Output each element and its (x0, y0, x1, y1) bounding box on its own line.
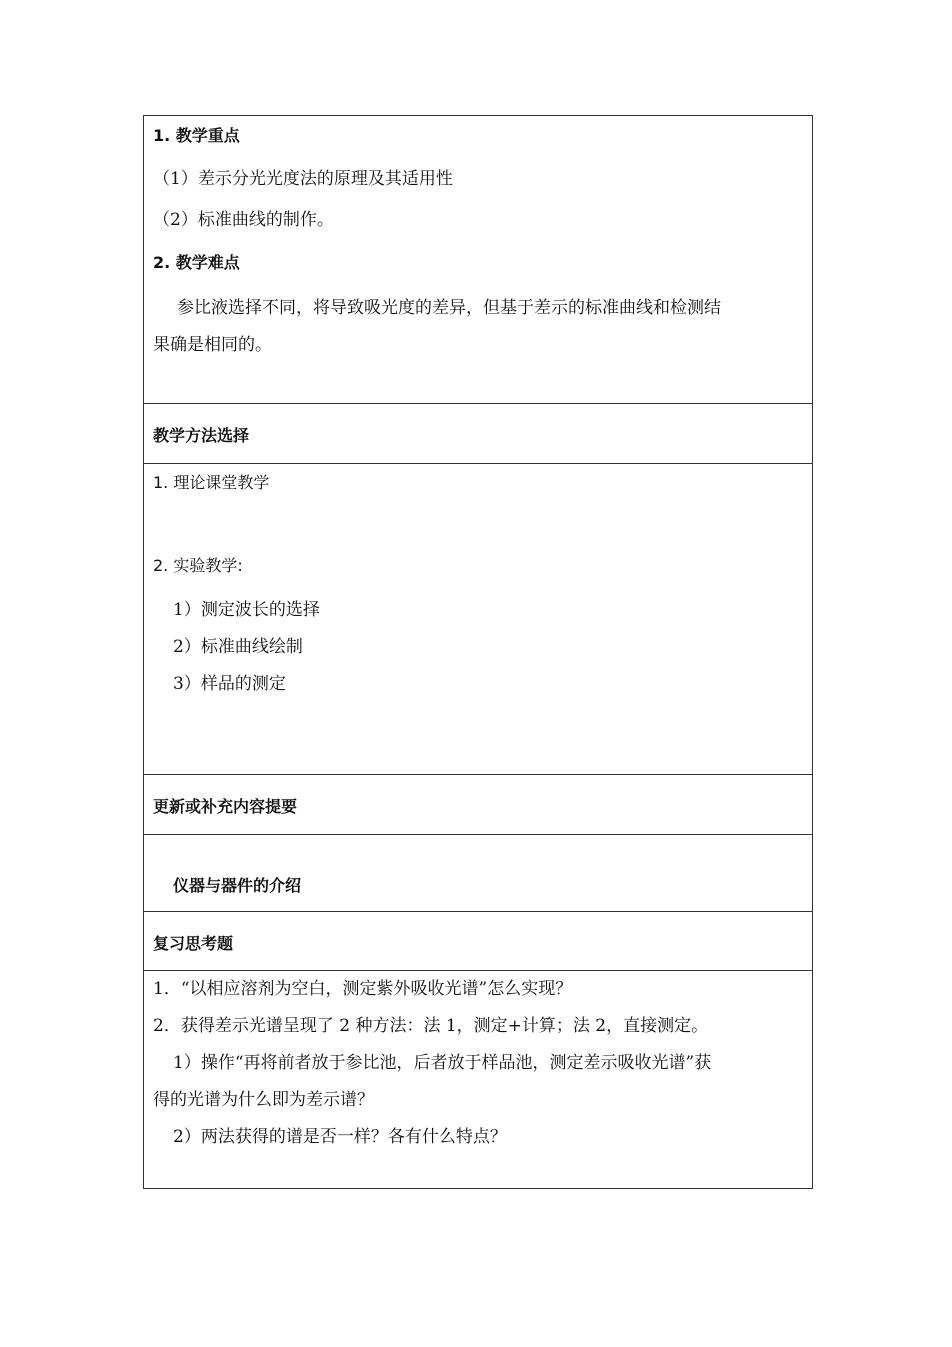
focus-item-1: （1）差示分光光度法的原理及其适用性 (153, 169, 453, 189)
review-header: 复习思考题 (153, 934, 234, 953)
difficulty-heading: 2. 教学难点 (153, 253, 240, 272)
method-item-2: 2. 实验教学: (153, 556, 243, 575)
lesson-plan-table (143, 115, 813, 1189)
method-header-row (144, 404, 812, 464)
update-content: 仪器与器件的介绍 (173, 876, 302, 895)
difficulty-text-line-2: 果确是相同的。 (153, 335, 272, 355)
review-sub-2: 2）两法获得的谱是否一样？各有什么特点？ (173, 1127, 507, 1147)
review-sub-1-line-1: 1）操作“再将前者放于参比池，后者放于样品池，测定差示吸收光谱”获 (173, 1053, 712, 1073)
focus-item-2: （2）标准曲线的制作。 (153, 210, 334, 230)
update-content-section (144, 835, 812, 912)
review-question-1: 1．“以相应溶剂为空白，测定紫外吸收光谱”怎么实现？ (153, 979, 573, 999)
method-item-1: 1. 理论课堂教学 (153, 473, 270, 492)
review-section (144, 971, 812, 1189)
update-header: 更新或补充内容提要 (153, 797, 298, 816)
method-header: 教学方法选择 (153, 426, 250, 445)
method-sub-3: 3）样品的测定 (173, 674, 286, 694)
focus-heading: 1. 教学重点 (153, 126, 240, 145)
method-sub-1: 1）测定波长的选择 (173, 600, 320, 620)
focus-section (144, 116, 812, 404)
review-sub-1-line-2: 得的光谱为什么即为差示谱？ (153, 1090, 374, 1110)
difficulty-text-line-1: 参比液选择不同，将导致吸光度的差异，但基于差示的标准曲线和检测结 (177, 298, 721, 318)
methods-section (144, 464, 812, 775)
review-header-row (144, 912, 812, 971)
update-header-row (144, 775, 812, 835)
method-sub-2: 2）标准曲线绘制 (173, 637, 303, 657)
review-question-2: 2．获得差示光谱呈现了 2 种方法：法 1，测定+计算；法 2，直接测定。 (153, 1016, 709, 1036)
